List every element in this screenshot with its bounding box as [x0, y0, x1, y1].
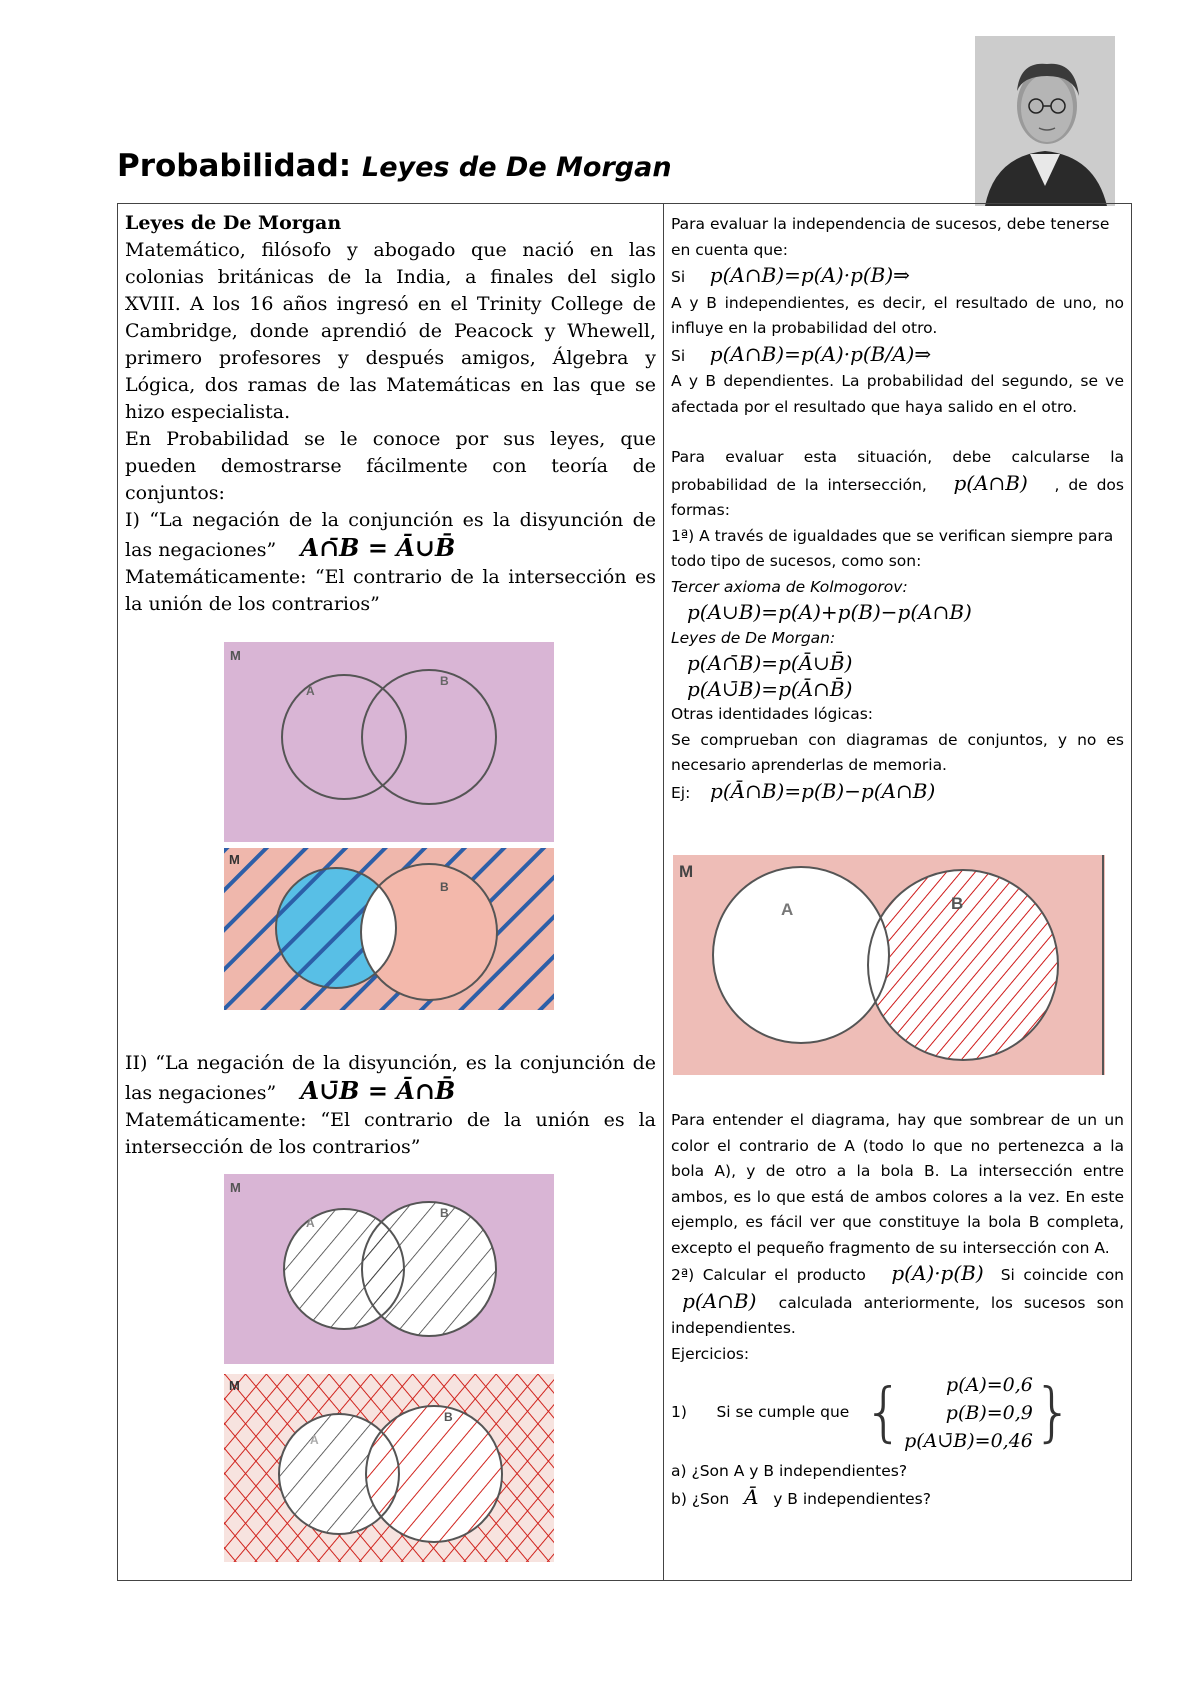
left-column-lower	[125, 1050, 656, 1161]
law-one-formula: A∩̄B = Ā∪B̄	[300, 533, 456, 562]
method-two-text-mid: Si coincide con	[1000, 1266, 1125, 1284]
law-two-text	[125, 1050, 656, 1107]
page-title	[117, 148, 672, 184]
law-two-math: Matemáticamente: “El contrario de la unión es la intersección de los contrarios”	[125, 1109, 656, 1158]
product-formula: p(A)·p(B)	[891, 1261, 984, 1285]
method-one: 1ª) A través de igualdades que se verifican siempre para todo tipo de sucesos, como son:	[671, 526, 1114, 570]
method-two-text: 2ª) Calcular el producto	[671, 1266, 866, 1284]
law-one-math: Matemáticamente: “El contrario de la intersección es la unión de los contrarios”	[125, 566, 656, 615]
question-b	[671, 1485, 1124, 1513]
venn-label-a: A	[306, 1216, 315, 1230]
dependence-condition	[671, 342, 1124, 370]
venn-diagram-plain	[224, 642, 554, 842]
other-identities-label: Otras identidades lógicas:	[671, 705, 874, 723]
venn-label-m: M	[229, 852, 240, 867]
example-formula: p(Ā∩B)=p(B)−p(A∩B)	[710, 778, 936, 803]
si-label: Si	[671, 268, 686, 286]
venn-label-b: B	[951, 894, 964, 913]
question-a: a) ¿Son A y B independientes?	[671, 1462, 908, 1480]
venn-diagram-example	[673, 855, 1105, 1075]
intersection-formula: p(A∩B)	[682, 1288, 757, 1313]
venn-label-b: B	[444, 1410, 453, 1424]
system-equation: p(A)=0,6	[946, 1374, 1033, 1396]
venn-label-a: A	[310, 1433, 319, 1447]
portrait-image	[975, 36, 1115, 206]
independence-condition	[671, 263, 1124, 291]
venn-label-m: M	[679, 862, 694, 881]
biography-paragraph: Matemático, filósofo y abogado que nació en las colonias británicas de la India, a finales del siglo XVIII. A los 16 años ingresó en el Trinity College de Cambridge, donde aprendió de Peacock y Whewell, primero profesores y después amigos, Álgebra y Lógica, dos ramas de las Matemáticas en las que se hizo especialista.	[125, 239, 656, 423]
title-subtitle: Leyes de De Morgan	[361, 152, 672, 183]
si-label: Si	[671, 346, 686, 365]
section-heading: Leyes de De Morgan	[125, 212, 342, 234]
independence-intro: Para evaluar la independencia de sucesos, debe tenerse en cuenta que:	[671, 215, 1110, 259]
title-main: Probabilidad:	[117, 148, 352, 184]
morgan-formula-two: p(A∪̄B)=p(Ā∩B̄)	[687, 676, 853, 701]
kolmogorov-label: Tercer axioma de Kolmogorov:	[671, 577, 908, 596]
dependence-formula: p(A∩B)=p(A)·p(B/A)⇒	[709, 341, 932, 366]
venn-diagram-law-one	[224, 848, 554, 1010]
question-b-end: y B independientes?	[773, 1489, 931, 1508]
example-line	[671, 779, 1124, 807]
venn-diagram-law-two	[224, 1374, 554, 1562]
system-equation: p(A∪̄B)=0,46	[904, 1430, 1033, 1452]
question-b-symbol: Ā	[743, 1484, 759, 1509]
column-divider	[663, 203, 664, 1581]
method-two	[671, 1261, 1124, 1342]
example-label: Ej:	[671, 783, 691, 802]
exercise-one-label: 1) Si se cumple que	[671, 1403, 850, 1422]
intersection-formula: p(A∩B)	[953, 470, 1028, 495]
exercises-label: Ejercicios:	[671, 1344, 750, 1363]
method-two-text-end: calculada anteriormente, los sucesos son independientes.	[671, 1293, 1124, 1337]
law-two-statement: II) “La negación de la disyunción, es la conjunción de las negaciones”	[125, 1052, 656, 1104]
venn-diagram-union	[224, 1174, 554, 1364]
venn-label-b: B	[440, 1206, 449, 1220]
diagram-explanation: Para entender el diagrama, hay que sombrear de un un color el contrario de A (todo lo que no pertenezca a la bola A), y de otro a la bola B. La intersección entre ambos, es lo que está de ambos colores a la vez. En este ejemplo, es fácil ver que constituye la bola B completa, excepto el pequeño fragmento de su intersección con A.	[671, 1111, 1124, 1257]
venn-label-m: M	[230, 1180, 241, 1195]
exercise-one-system	[904, 1371, 1033, 1455]
intro-paragraph: En Probabilidad se le conoce por sus leyes, que pueden demostrarse fácilmente con teoría de conjuntos:	[125, 428, 656, 504]
exercise-one	[671, 1371, 1124, 1455]
kolmogorov-formula: p(A∪B)=p(A)+p(B)−p(A∩B)	[687, 600, 972, 624]
venn-label-m: M	[229, 1378, 240, 1393]
dependence-explanation: A y B dependientes. La probabilidad del segundo, se ve afectada por el resultado que haya salido en el otro.	[671, 372, 1124, 416]
law-one-text	[125, 507, 656, 564]
right-brace: }	[1032, 1376, 1074, 1450]
venn-label-m: M	[230, 648, 241, 663]
morgan-label: Leyes de De Morgan:	[671, 628, 836, 647]
independence-formula: p(A∩B)=p(A)·p(B)⇒	[709, 263, 910, 287]
morgan-formula-one: p(A∩̄B)=p(Ā∪B̄)	[687, 651, 853, 675]
venn-label-a: A	[306, 684, 315, 698]
question-b-start: b) ¿Son	[671, 1489, 730, 1508]
left-column	[125, 210, 656, 618]
evaluation-paragraph	[671, 445, 1124, 524]
law-two-formula: A∪̄B = Ā∩B̄	[300, 1076, 456, 1105]
independence-explanation: A y B independientes, es decir, el resultado de uno, no influye en la probabilidad del otro.	[671, 293, 1124, 337]
venn-label-b: B	[440, 880, 449, 894]
right-column	[671, 212, 1124, 806]
right-column-lower	[671, 1108, 1124, 1512]
evaluation-text-end: , de dos formas:	[671, 475, 1124, 519]
other-identities-text: Se comprueban con diagramas de conjuntos, y no es necesario aprenderlas de memoria.	[671, 730, 1124, 774]
venn-label-a: A	[781, 900, 794, 919]
law-one-statement: I) “La negación de la conjunción es la disyunción de las negaciones”	[125, 509, 656, 561]
left-brace: {	[863, 1376, 905, 1450]
venn-label-b: B	[440, 674, 449, 688]
evaluation-text: Para evaluar esta situación, debe calcularse la probabilidad de la intersección,	[671, 448, 1124, 494]
system-equation: p(B)=0,9	[945, 1402, 1033, 1424]
